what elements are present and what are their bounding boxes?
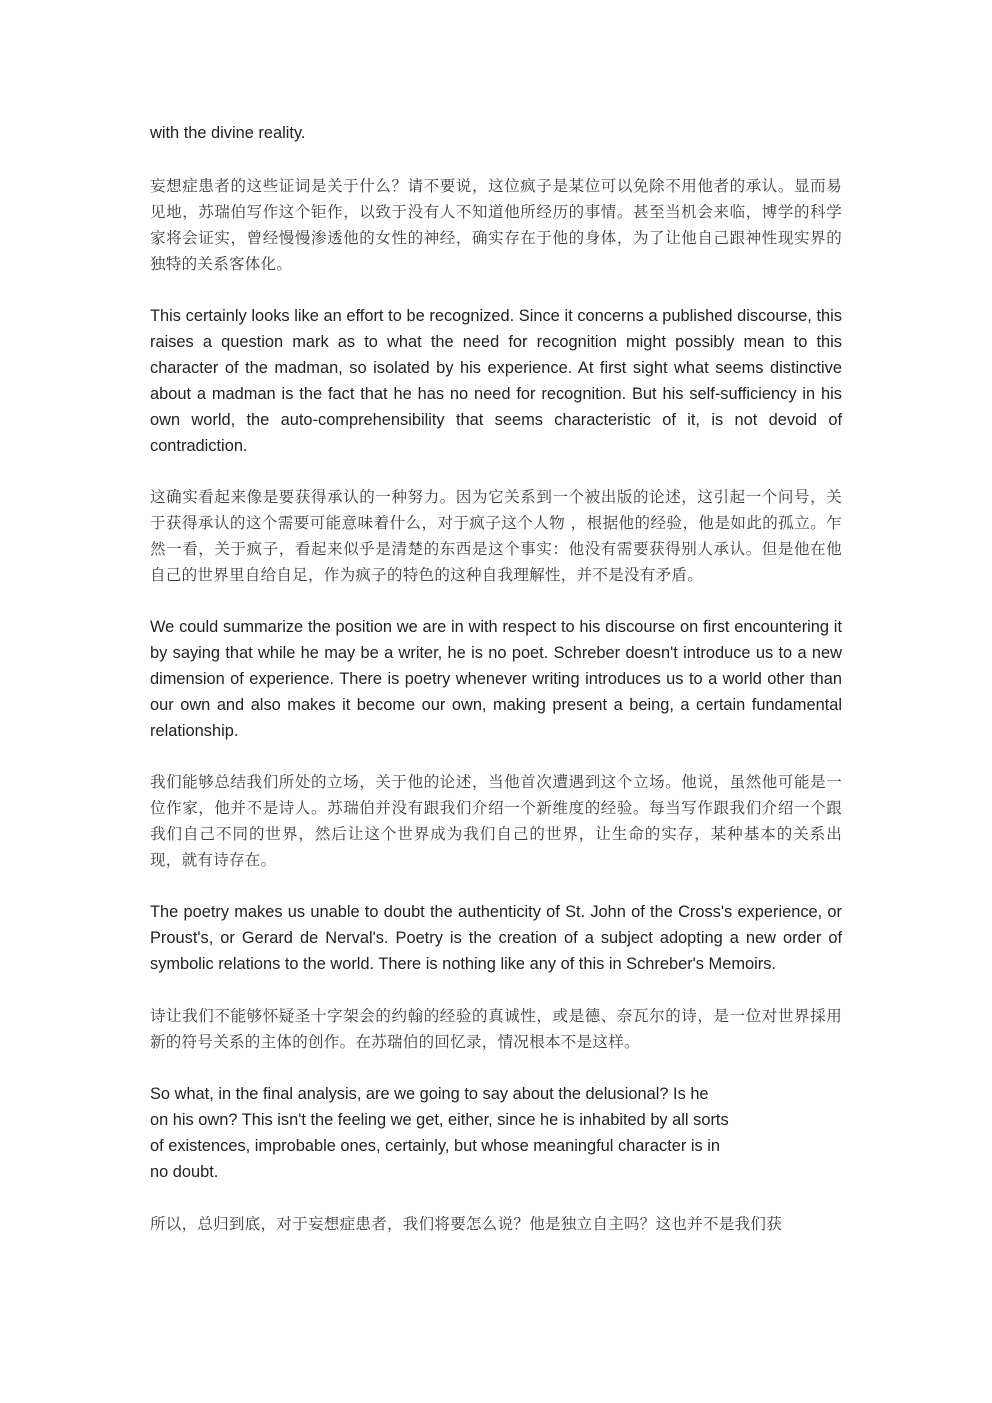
paragraph-english-5: So what, in the final analysis, are we going to say about the delusional? Is he on his own? This isn't the feeling we get, either, since he is inhabited by all sorts of existences, improbable ones, certainly, but whose meaningful character is in no doubt.	[150, 1085, 729, 1181]
paragraph-chinese-2: 这确实看起来像是要获得承认的一种努力。因为它关系到一个被出版的论述，这引起一个问号，关于获得承认的这个需要可能意味着什么，对于疯子这个人物 ，根据他的经验，他是如此的孤立。乍然一看，关于疯子，看起来似乎是清楚的东西是这个事实：他没有需要获得别人承认。但是他在他自己的世界里自给自足，作为疯子的特色的这种自我理解性，并不是没有矛盾。	[150, 488, 842, 584]
paragraph-chinese-5: 所以，总归到底，对于妄想症患者，我们将要怎么说？他是独立自主吗？这也并不是我们获	[150, 1215, 783, 1233]
paragraph-chinese-3: 我们能够总结我们所处的立场，关于他的论述，当他首次遭遇到这个立场。他说，虽然他可能是一位作家，他并不是诗人。苏瑞伯并没有跟我们介绍一个新维度的经验。每当写作跟我们介绍一个跟我们自己不同的世界，然后让这个世界成为我们自己的世界，让生命的实存，某种基本的关系出现，就有诗存在。	[150, 773, 842, 869]
paragraph-english-1: with the divine reality.	[150, 124, 306, 142]
paragraph-english-4: The poetry makes us unable to doubt the authenticity of St. John of the Cross's experience, or Proust's, or Gerard de Nerval's. Poetry is the creation of a subject adopting a new order of symbolic relations to the world. There is nothing like any of this in Schreber's Memoirs.	[150, 903, 842, 973]
paragraph-chinese-1: 妄想症患者的这些证词是关于什么？请不要说，这位疯子是某位可以免除不用他者的承认。显而易见地，苏瑞伯写作这个钜作，以致于没有人不知道他所经历的事情。甚至当机会来临，博学的科学家将会证实，曾经慢慢渗透他的女性的神经，确实存在于他的身体，为了让他自己跟神性现实界的独特的关系客体化。	[150, 177, 842, 273]
paragraph-chinese-4: 诗让我们不能够怀疑圣十字架会的约翰的经验的真诚性，或是德、奈瓦尔的诗，是一位对世界採用新的符号关系的主体的创作。在苏瑞伯的回忆录，情况根本不是这样。	[150, 1007, 842, 1051]
paragraph-english-3: We could summarize the position we are in with respect to his discourse on first encountering it by saying that while he may be a writer, he is no poet. Schreber doesn't introduce us to a new dimension of experience. There is poetry whenever writing introduces us to a world other than our own and also makes it become our own, making present a being, a certain fundamental relationship.	[150, 618, 842, 740]
document-page	[150, 120, 842, 1237]
paragraph-english-2: This certainly looks like an effort to be recognized. Since it concerns a published discourse, this raises a question mark as to what the need for recognition might possibly mean to this character of the madman, so isolated by his experience. At first sight what seems distinctive about a madman is the fact that he has no need for recognition. But his self-sufficiency in his own world, the auto-comprehensibility that seems characteristic of it, is not devoid of contradiction.	[150, 307, 842, 455]
